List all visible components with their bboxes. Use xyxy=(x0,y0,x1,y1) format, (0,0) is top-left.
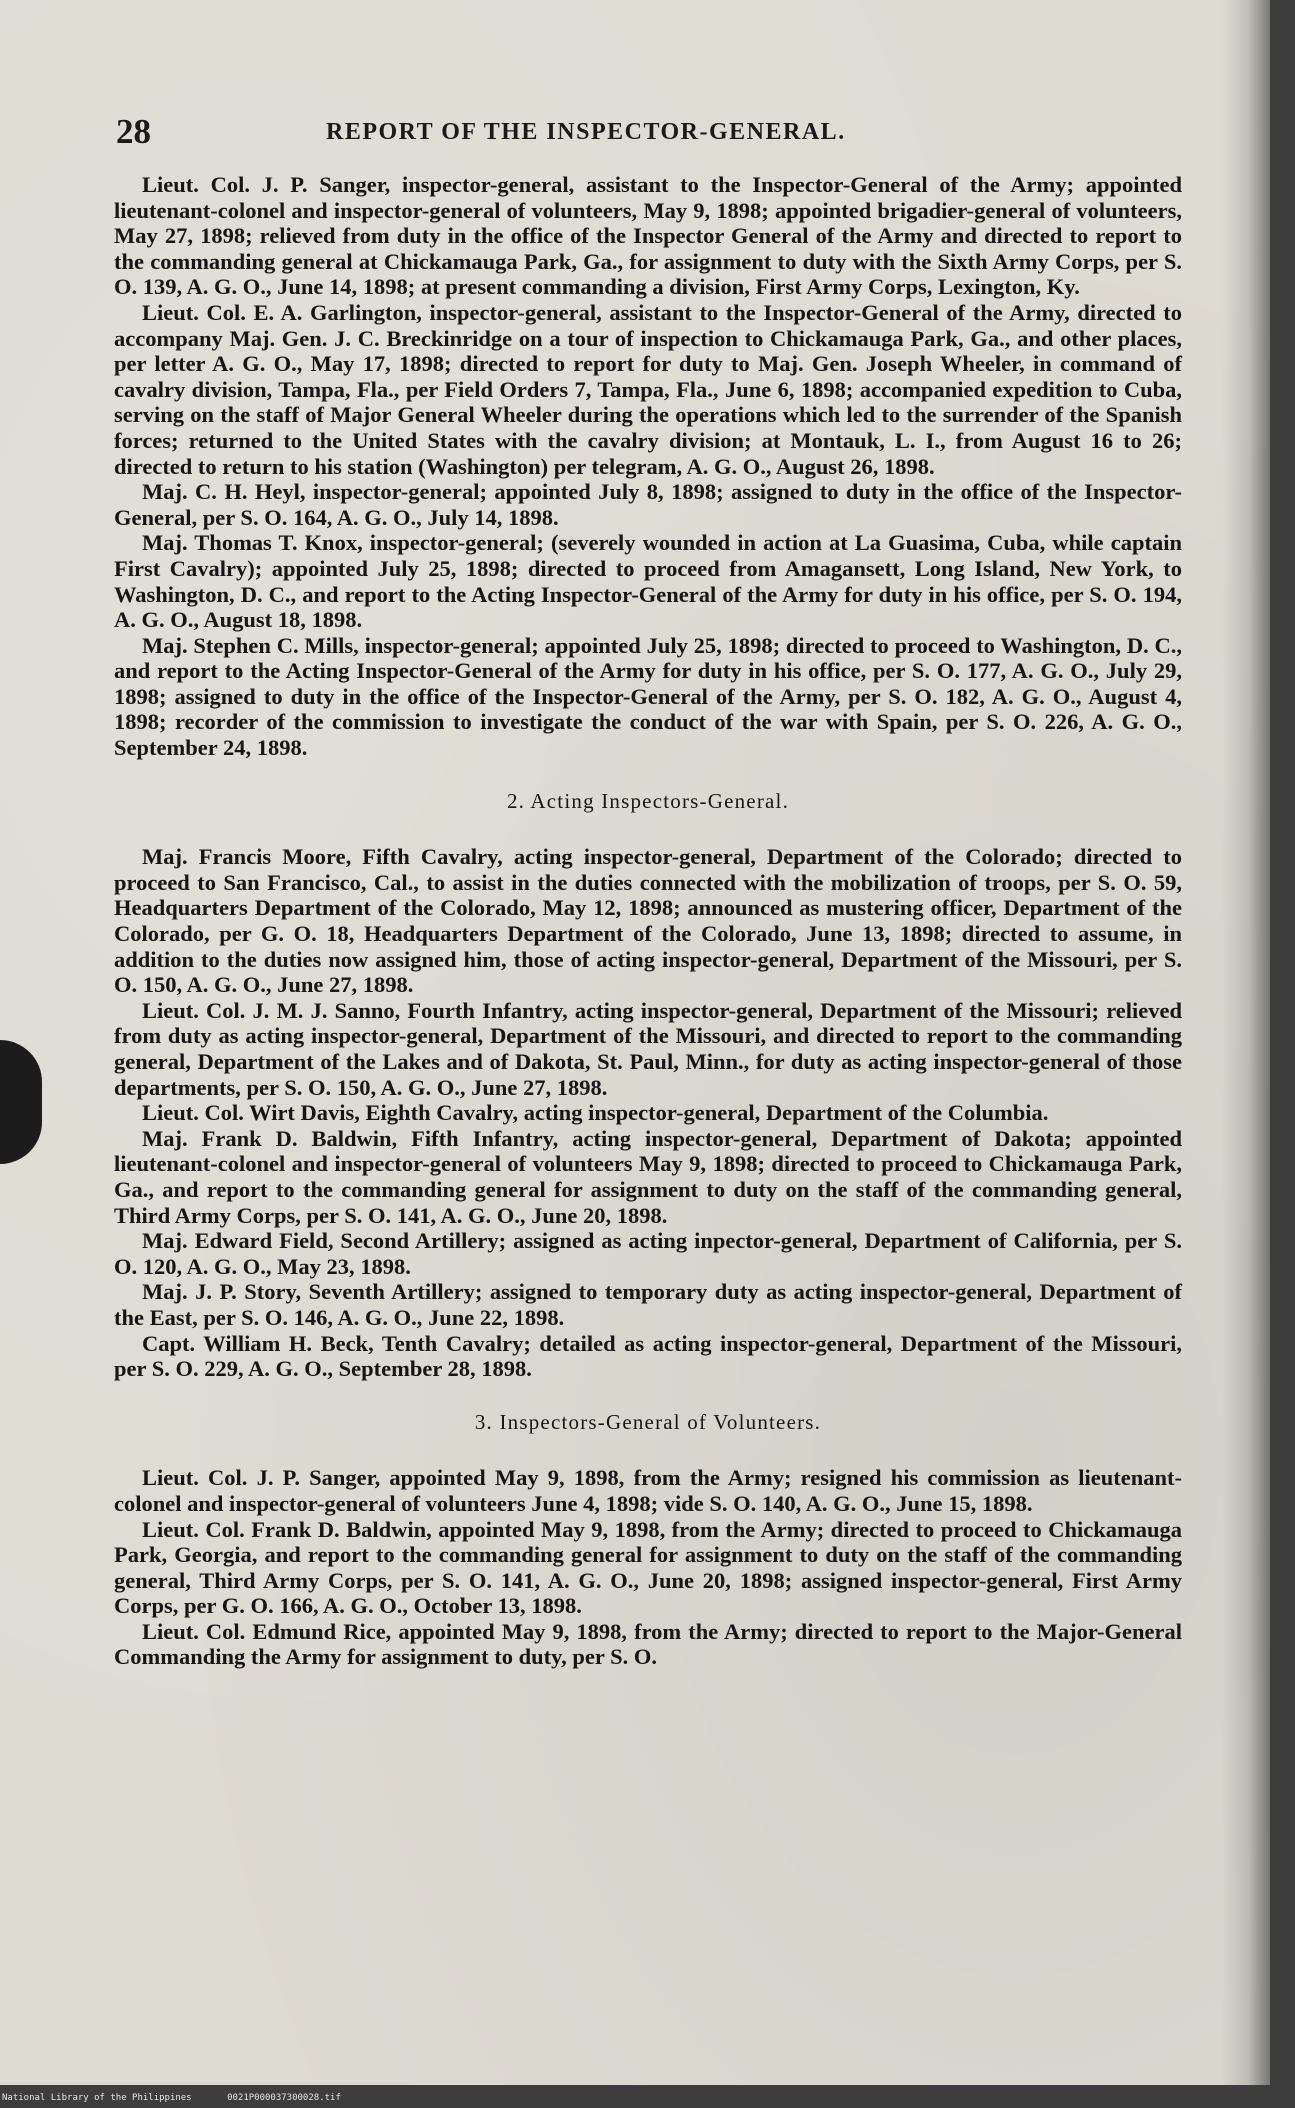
body-text xyxy=(114,172,1182,1670)
paragraph: Maj. Frank D. Baldwin, Fifth Infantry, acting inspector-general, Department of Dakota; appointed lieutenant-colonel and inspector-general of volunteers May 9, 1898; directed to proceed to Chickamauga Park, Ga., and report to the commanding general for assignment to duty on the staff of the commanding general, Third Army Corps, per S. O. 141, A. G. O., June 20, 1898. xyxy=(114,1125,1182,1228)
paragraph: Lieut. Col. Wirt Davis, Eighth Cavalry, acting inspector-general, Department of the Columbia. xyxy=(142,1100,1049,1126)
paragraph: Lieut. Col. J. P. Sanger, appointed May 9, 1898, from the Army; resigned his commission as lieutenant-colonel and inspector-general of volunteers June 4, 1898; vide S. O. 140, A. G. O., June 15, 1898. xyxy=(114,1465,1182,1516)
scan-footer xyxy=(2,2092,902,2104)
paragraph: Lieut. Col. E. A. Garlington, inspector-general, assistant to the Inspector-General of the Army, directed to accompany Maj. Gen. J. C. Breckinridge on a tour of inspection to Chickamauga Park, Ga., and other places, per letter A. G. O., May 17, 1898; directed to report for duty to Maj. Gen. Joseph Wheeler, in command of cavalry division, Tampa, Fla., per Field Orders 7, Tampa, Fla., June 6, 1898; accompanied expedition to Cuba, serving on the staff of Major General Wheeler during the operations which led to the surrender of the Spanish forces; returned to the United States with the cavalry division; at Montauk, L. I., from August 16 to 26; directed to return to his station (Washington) per telegram, A. G. O., August 26, 1898. xyxy=(114,299,1182,479)
page-number: 28 xyxy=(116,112,151,151)
paragraph: Lieut. Col. Edmund Rice, appointed May 9, 1898, from the Army; directed to report to the Major-General Commanding the Army for assignment to duty, per S. O. xyxy=(114,1618,1182,1670)
binding-hole-shadow xyxy=(0,1040,42,1164)
running-title: REPORT OF THE INSPECTOR-GENERAL. xyxy=(326,119,846,145)
page-header xyxy=(116,112,1196,152)
paragraph: Lieut. Col. Frank D. Baldwin, appointed May 9, 1898, from the Army; directed to proceed to Chickamauga Park, Georgia, and report to the commanding general for assignment to duty on the staff of the commanding general, Third Army Corps, per S. O. 141, A. G. O., June 20, 1898; assigned inspector-general, First Army Corps, per G. O. 166, A. G. O., October 13, 1898. xyxy=(114,1516,1182,1619)
paragraph: Maj. J. P. Story, Seventh Artillery; assigned to temporary duty as acting inspector-general, Department of the East, per S. O. 146, A. G. O., June 22, 1898. xyxy=(114,1279,1182,1330)
paragraph: Maj. C. H. Heyl, inspector-general; appointed July 8, 1898; assigned to duty in the office of the Inspector-General, per S. O. 164, A. G. O., July 14, 1898. xyxy=(114,479,1182,530)
section-heading-acting-inspectors-general: 2. Acting Inspectors-General. xyxy=(506,788,790,813)
paragraph: Lieut. Col. J. M. J. Sanno, Fourth Infantry, acting inspector-general, Department of the Missouri; relieved from duty as acting inspector-general, Department of the Missouri, and directed to report to the commanding general, Department of the Lakes and of Dakota, St. Paul, Minn., for duty as acting inspector-general of those departments, per S. O. 150, A. G. O., June 27, 1898. xyxy=(114,997,1182,1100)
paragraph: Maj. Stephen C. Mills, inspector-general; appointed July 25, 1898; directed to proceed to Washington, D. C., and report to the Acting Inspector-General of the Army for duty in his office, per S. O. 177, A. G. O., July 29, 1898; assigned to duty in the office of the Inspector-General of the Army, per S. O. 182, A. G. O., August 4, 1898; recorder of the commission to investigate the conduct of the war with Spain, per S. O. 226, A. G. O., September 24, 1898. xyxy=(114,632,1182,761)
footer-file-id: 0021P000037300028.tif xyxy=(227,2093,341,2103)
paragraph: Maj. Francis Moore, Fifth Cavalry, acting inspector-general, Department of the Colorado; directed to proceed to San Francisco, Cal., to assist in the duties connected with the mobilization of troops, per S. O. 59, Headquarters Department of the Colorado, May 12, 1898; announced as mustering officer, Department of the Colorado, per G. O. 18, Headquarters Department of the Colorado, June 13, 1898; directed to assume, in addition to the duties now assigned him, those of acting inspector-general, Department of the Missouri, per S. O. 150, A. G. O., June 27, 1898. xyxy=(114,844,1182,998)
page-edge-shadow xyxy=(1222,0,1270,2085)
paragraph: Lieut. Col. J. P. Sanger, inspector-general, assistant to the Inspector-General of the Army; appointed lieutenant-colonel and inspector-general of volunteers, May 9, 1898; appointed brigadier-general of volunteers, May 27, 1898; relieved from duty in the office of the Inspector General of the Army and directed to report to the commanding general at Chickamauga Park, Ga., for assignment to duty with the Sixth Army Corps, per S. O. 139, A. G. O., June 14, 1898; at present commanding a division, First Army Corps, Lexington, Ky. xyxy=(114,172,1182,300)
footer-library: National Library of the Philippines xyxy=(2,2093,192,2103)
paragraph: Maj. Edward Field, Second Artillery; assigned as acting inpector-general, Department of California, per S. O. 120, A. G. O., May 23, 1898. xyxy=(114,1228,1182,1279)
paragraph: Maj. Thomas T. Knox, inspector-general; (severely wounded in action at La Guasima, Cuba, while captain First Cavalry); appointed July 25, 1898; directed to proceed from Amagansett, Long Island, New York, to Washington, D. C., and report to the Acting Inspector-General of the Army for duty in his office, per S. O. 194, A. G. O., August 18, 1898. xyxy=(114,530,1182,633)
paragraph: Capt. William H. Beck, Tenth Cavalry; detailed as acting inspector-general, Department of the Missouri, per S. O. 229, A. G. O., September 28, 1898. xyxy=(114,1330,1182,1382)
section-heading-inspectors-general-of-volunteers: 3. Inspectors-General of Volunteers. xyxy=(474,1409,822,1434)
